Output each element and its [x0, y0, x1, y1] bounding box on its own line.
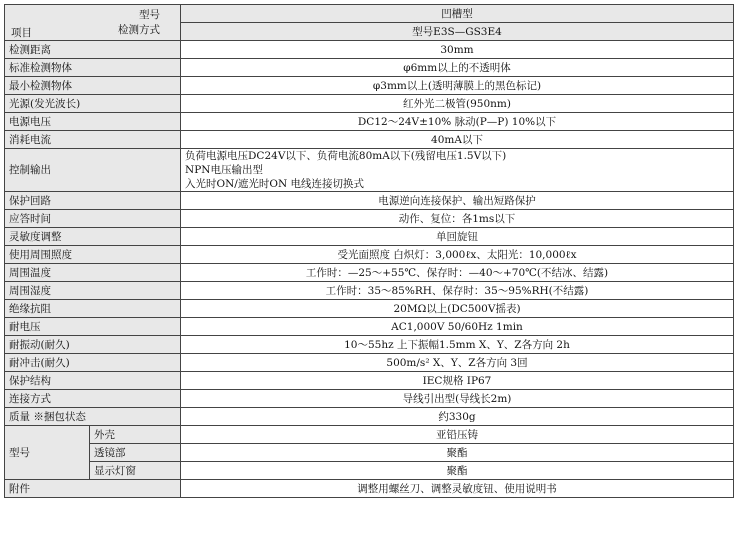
spec-row	[5, 59, 734, 77]
spec-row	[5, 210, 734, 228]
spec-value: 20MΩ以上(DC500V摇表)	[181, 300, 734, 318]
spec-label: 应答时间	[5, 210, 181, 228]
spec-label: 光源(发光波长)	[5, 95, 181, 113]
spec-value: 40mA以下	[181, 131, 734, 149]
spec-label: 检测距离	[5, 41, 181, 59]
material-part: 外壳	[90, 426, 181, 444]
spec-label: 最小检测物体	[5, 77, 181, 95]
spec-label: 灵敏度调整	[5, 228, 181, 246]
spec-row	[5, 390, 734, 408]
material-value: 聚酯	[181, 444, 734, 462]
header-method-label: 检测方式	[118, 24, 160, 36]
spec-label: 耐电压	[5, 318, 181, 336]
header-model-label: 型号	[139, 9, 160, 21]
material-part: 透镜部	[90, 444, 181, 462]
spec-value: IEC规格 IP67	[181, 372, 734, 390]
spec-value: 500m/s² X、Y、Z各方向 3回	[181, 354, 734, 372]
control-output-row	[5, 149, 734, 192]
material-part: 显示灯窗	[90, 462, 181, 480]
material-row	[5, 426, 734, 444]
spec-value: 导线引出型(导线长2m)	[181, 390, 734, 408]
accessory-row	[5, 480, 734, 498]
spec-row	[5, 41, 734, 59]
spec-value: AC1,000V 50/60Hz 1min	[181, 318, 734, 336]
spec-label: 质量 ※捆包状态	[5, 408, 181, 426]
header-model-value: 型号E3S—GS3E4	[181, 23, 734, 41]
header-type-value: 凹槽型	[181, 5, 734, 23]
spec-row	[5, 246, 734, 264]
spec-row	[5, 228, 734, 246]
spec-label: 周围湿度	[5, 282, 181, 300]
control-output-label: 控制输出	[5, 149, 181, 192]
spec-value: 工作时：35～85%RH、保存时：35～95%RH(不结露)	[181, 282, 734, 300]
control-output-line: 负荷电源电压DC24V以下、负荷电流80mA以下(残留电压1.5V以下)	[185, 150, 507, 162]
spec-label: 保护回路	[5, 192, 181, 210]
spec-label: 耐冲击(耐久)	[5, 354, 181, 372]
header-item-label: 项目	[11, 27, 32, 39]
material-row	[5, 462, 734, 480]
spec-table	[4, 4, 734, 498]
accessory-label: 附件	[5, 480, 181, 498]
spec-value: 电源逆向连接保护、输出短路保护	[181, 192, 734, 210]
material-value: 亚铅压铸	[181, 426, 734, 444]
spec-value: DC12～24V±10% 脉动(P—P) 10%以下	[181, 113, 734, 131]
spec-row	[5, 192, 734, 210]
header-corner-cell	[5, 5, 181, 41]
spec-value: 30mm	[181, 41, 734, 59]
spec-label: 绝缘抗阻	[5, 300, 181, 318]
spec-row	[5, 95, 734, 113]
spec-label: 保护结构	[5, 372, 181, 390]
spec-row	[5, 336, 734, 354]
spec-label: 电源电压	[5, 113, 181, 131]
spec-value: 约330g	[181, 408, 734, 426]
spec-row	[5, 354, 734, 372]
material-value: 聚酯	[181, 462, 734, 480]
spec-row	[5, 282, 734, 300]
spec-value: 受光面照度 白炽灯：3,000ℓx、太阳光：10,000ℓx	[181, 246, 734, 264]
spec-row	[5, 408, 734, 426]
spec-row	[5, 113, 734, 131]
spec-value: 工作时：—25～+55℃、保存时：—40～+70℃(不结冰、结露)	[181, 264, 734, 282]
material-label: 型号	[5, 426, 90, 480]
spec-value: 10～55hz 上下振幅1.5mm X、Y、Z各方向 2h	[181, 336, 734, 354]
spec-row	[5, 77, 734, 95]
accessory-value: 调整用螺丝刀、调整灵敏度钮、使用说明书	[181, 480, 734, 498]
spec-label: 消耗电流	[5, 131, 181, 149]
spec-value: 单回旋钮	[181, 228, 734, 246]
spec-label: 耐振动(耐久)	[5, 336, 181, 354]
spec-value: φ3mm以上(透明薄膜上的黑色标记)	[181, 77, 734, 95]
spec-value: 红外光二极管(950nm)	[181, 95, 734, 113]
spec-row	[5, 300, 734, 318]
spec-row	[5, 372, 734, 390]
spec-row	[5, 264, 734, 282]
spec-value: φ6mm以上的不透明体	[181, 59, 734, 77]
control-output-line: NPN电压输出型	[185, 164, 263, 176]
material-row	[5, 444, 734, 462]
spec-row	[5, 131, 734, 149]
spec-label: 连接方式	[5, 390, 181, 408]
header-row	[5, 5, 734, 23]
control-output-line: 入光时ON/遮光时ON 电线连接切换式	[185, 178, 364, 190]
spec-label: 使用周围照度	[5, 246, 181, 264]
spec-label: 标准检测物体	[5, 59, 181, 77]
spec-row	[5, 318, 734, 336]
spec-label: 周围温度	[5, 264, 181, 282]
spec-value: 动作、复位：各1ms以下	[181, 210, 734, 228]
control-output-value	[181, 149, 734, 192]
